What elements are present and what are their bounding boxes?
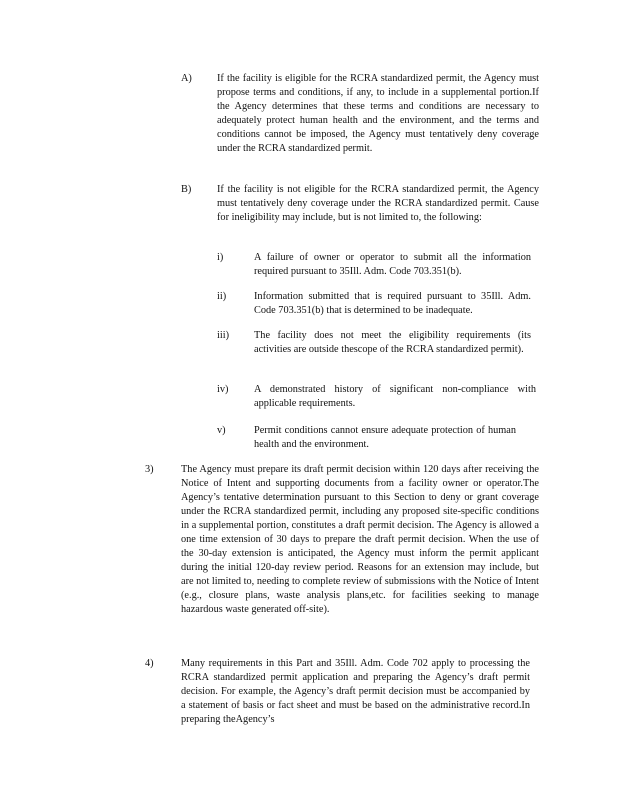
paragraph-text: If the facility is not eligible for the RCRA standardized permit, the Agency must tentatively deny coverage under the RCRA standardized permit. Cause for ineligibility may include, but is not limited to, the following:	[217, 184, 539, 223]
paragraph-3	[0, 463, 618, 647]
list-item-label: iv)	[217, 384, 229, 395]
paragraph-text: Many requirements in this Part and 35Ill. Adm. Code 702 apply to processing the RCRA standardized permit application and preparing the Agency’s draft permit decision. For example, the Agency’s draft permit decision must be accompanied by a statement of basis or fact sheet and must be based on the administrative record.In preparing theAgency’s	[181, 658, 530, 725]
list-item-label: iii)	[217, 330, 230, 341]
list-item-iii	[0, 329, 618, 373]
paragraph-4	[0, 657, 618, 757]
list-item-text: Permit conditions cannot ensure adequate protection of human health and the environment.	[254, 425, 516, 450]
list-item-label: v)	[217, 425, 226, 436]
list-item-text: A demonstrated history of significant non-compliance with applicable requirements.	[254, 384, 536, 409]
list-item-label: ii)	[217, 291, 227, 302]
list-item-label: i)	[217, 252, 224, 263]
paragraph-label: 4)	[145, 658, 154, 669]
paragraph-label: B)	[181, 184, 192, 195]
list-item-i	[0, 251, 618, 281]
paragraph-label: A)	[181, 73, 192, 84]
list-item-v	[0, 424, 618, 454]
list-item-iv	[0, 383, 618, 413]
paragraph-a	[0, 72, 618, 172]
paragraph-text: The Agency must prepare its draft permit decision within 120 days after receiving the Notice of Intent and supporting documents from a facility owner or operator.The Agency’s tentative determination pursuant to this Section to deny or grant coverage under the RCRA standardized permit, including any proposed site-specific conditions in a supplemental portion, constitutes a draft permit decision. The Agency is allowed a one time extension of 30 days to prepare the draft permit decision. When the use of the 30-day extension is anticipated, the Agency must inform the permit applicant during the initial 120-day review period. Reasons for an extension may include, but are not limited to, needing to complete review of submissions with the Notice of Intent (e.g., closure plans, waste analysis plans,etc. for facilities seeking to manage hazardous waste generated off-site).	[181, 464, 539, 615]
list-item-text: Information submitted that is required pursuant to 35Ill. Adm. Code 703.351(b) that is determined to be inadequate.	[254, 291, 531, 316]
list-item-text: The facility does not meet the eligibility requirements (its activities are outside thescope of the RCRA standardized permit).	[254, 330, 531, 355]
paragraph-b	[0, 183, 618, 243]
paragraph-text: If the facility is eligible for the RCRA standardized permit, the Agency must propose terms and conditions, if any, to include in a supplemental portion.If the Agency determines that these terms and conditions are necessary to adequately protect human health and the environment, and the terms and conditions cannot be imposed, the Agency must tentatively deny coverage under the RCRA standardized permit.	[217, 73, 539, 154]
list-item-text: A failure of owner or operator to submit all the information required pursuant to 35Ill. Adm. Code 703.351(b).	[254, 252, 531, 277]
paragraph-label: 3)	[145, 464, 154, 475]
list-item-ii	[0, 290, 618, 320]
